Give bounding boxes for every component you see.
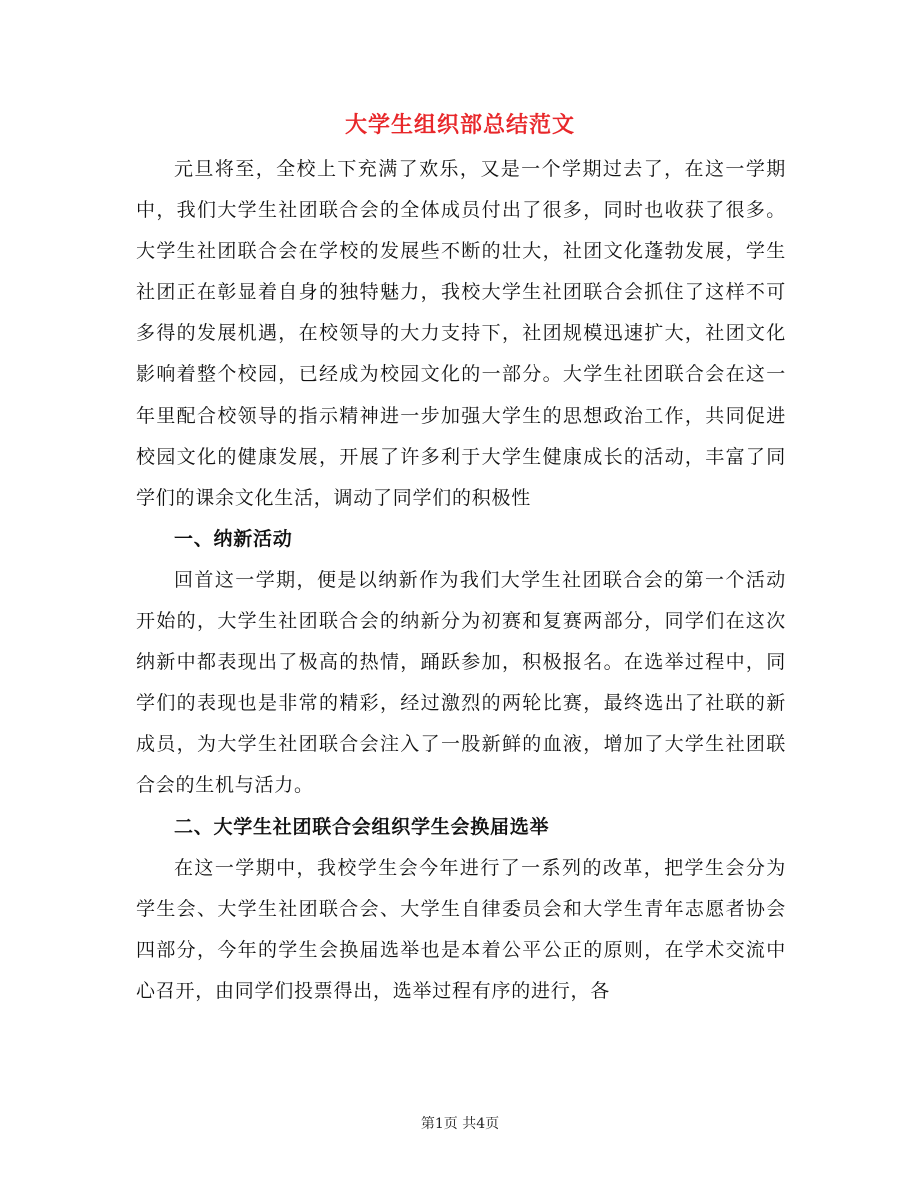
section-paragraph-election: 在这一学期中，我校学生会今年进行了一系列的改革，把学生会分为学生会、大学生社团联合会、大学生自律委员会和大学生青年志愿者协会四部分，今年的学生会换届选举也是本着公平公正的原则，在学术交流中心召开，由同学们投票得出，选举过程有序的进行，各 [136,856,786,1002]
section-heading-recruitment: 一、纳新活动 [174,527,293,550]
document-title: 大学生组织部总结范文 [344,112,575,138]
section-heading-election: 二、大学生社团联合会组织学生会换届选举 [174,815,550,838]
section-paragraph-recruitment: 回首这一学期，便是以纳新作为我们大学生社团联合会的第一个活动开始的，大学生社团联合会的纳新分为初赛和复赛两部分，同学们在这次纳新中都表现出了极高的热情，踊跃参加，积极报名。在选举过程中，同学们的表现也是非常的精彩，经过激烈的两轮比赛，最终选出了社联的新成员，为大学生社团联合会注入了一股新鲜的血液，增加了大学生社团联合会的生机与活力。 [136,568,786,797]
intro-paragraph: 元旦将至，全校上下充满了欢乐，又是一个学期过去了，在这一学期中，我们大学生社团联合会的全体成员付出了很多，同时也收获了很多。大学生社团联合会在学校的发展些不断的壮大，社团文化蓬勃发展，学生社团正在彰显着自身的独特魅力，我校大学生社团联合会抓住了这样不可多得的发展机遇，在校领导的大力支持下，社团规模迅速扩大，社团文化影响着整个校园，已经成为校园文化的一部分。大学生社团联合会在这一年里配合校领导的指示精神进一步加强大学生的思想政治工作，共同促进校园文化的健康发展，开展了许多利于大学生健康成长的活动，丰富了同学们的课余文化生活，调动了同学们的积极性 [136,158,786,509]
page-footer: 第1页 共4页 [420,1116,500,1132]
document-body [136,149,786,1012]
